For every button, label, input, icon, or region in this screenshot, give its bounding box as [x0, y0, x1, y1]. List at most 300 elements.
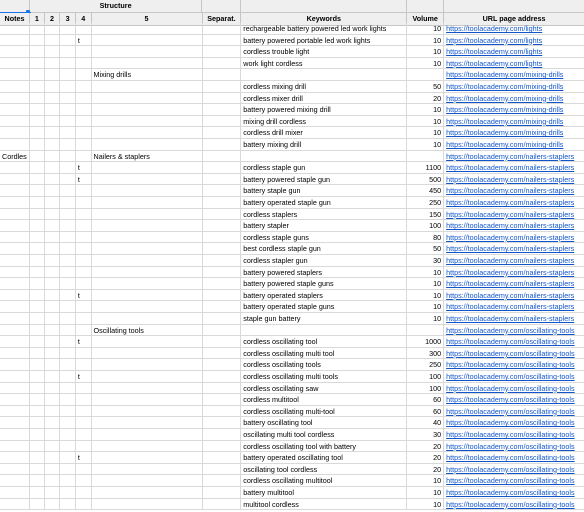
keyword-cell[interactable]: cordless drill mixer [241, 127, 407, 139]
volume-cell[interactable]: 40 [407, 417, 444, 429]
notes-cell[interactable] [0, 220, 30, 232]
separator-cell[interactable] [203, 278, 242, 290]
keyword-cell[interactable]: battery mixing drill [241, 139, 407, 151]
volume-cell[interactable]: 10 [407, 35, 444, 47]
col-header-volume[interactable]: Volume [407, 13, 444, 26]
volume-cell[interactable]: 250 [407, 197, 444, 209]
col5-cell[interactable] [92, 290, 203, 302]
volume-cell[interactable]: 10 [407, 313, 444, 325]
url-link[interactable]: https://toolacademy.com/nailers-staplers [446, 314, 575, 323]
keyword-cell[interactable]: cordless oscillating multi tools [241, 371, 407, 383]
url-link[interactable]: https://toolacademy.com/nailers-staplers [446, 209, 575, 219]
volume-cell[interactable]: 10 [407, 278, 444, 290]
col1-cell[interactable] [30, 475, 45, 487]
col1-cell[interactable] [30, 290, 45, 302]
separator-cell[interactable] [203, 383, 242, 395]
notes-cell[interactable] [0, 127, 30, 139]
col2-cell[interactable] [45, 209, 61, 221]
notes-cell[interactable] [0, 383, 30, 395]
separator-cell[interactable] [203, 174, 242, 186]
col3-cell[interactable] [60, 475, 76, 487]
col3-cell[interactable] [60, 325, 76, 337]
url-cell[interactable] [444, 406, 584, 418]
url-cell[interactable] [444, 23, 584, 35]
col4-cell[interactable] [76, 46, 92, 58]
url-cell[interactable] [444, 116, 584, 128]
url-link[interactable]: https://toolacademy.com/lights [446, 35, 543, 45]
col2-cell[interactable] [45, 301, 61, 313]
url-cell[interactable] [444, 139, 584, 151]
notes-cell[interactable] [0, 464, 30, 476]
col3-cell[interactable] [60, 35, 76, 47]
col4-cell[interactable] [76, 139, 92, 151]
col2-cell[interactable] [45, 452, 61, 464]
volume-cell[interactable]: 10 [407, 116, 444, 128]
col4-cell[interactable] [76, 313, 92, 325]
volume-cell[interactable]: 10 [407, 475, 444, 487]
col5-cell[interactable] [92, 487, 203, 499]
volume-cell[interactable]: 10 [407, 267, 444, 279]
col4-cell[interactable] [76, 278, 92, 290]
keyword-cell[interactable]: battery operated oscillating tool [241, 452, 407, 464]
col4-cell[interactable] [76, 255, 92, 267]
separator-cell[interactable] [203, 394, 242, 406]
keyword-cell[interactable]: cordless staple gun [241, 162, 407, 174]
notes-cell[interactable] [0, 23, 30, 35]
separator-cell[interactable] [203, 464, 242, 476]
col4-cell[interactable] [76, 104, 92, 116]
notes-cell[interactable] [0, 417, 30, 429]
col1-cell[interactable] [30, 336, 45, 348]
col4-cell[interactable] [76, 359, 92, 371]
keyword-cell[interactable]: battery operated staple gun [241, 197, 407, 209]
url-link[interactable]: https://toolacademy.com/nailers-staplers [446, 302, 575, 312]
col3-cell[interactable] [60, 23, 76, 35]
col2-cell[interactable] [45, 46, 61, 58]
separator-cell[interactable] [203, 46, 242, 58]
col2-cell[interactable] [45, 290, 61, 302]
volume-cell[interactable]: 150 [407, 209, 444, 221]
url-cell[interactable] [444, 417, 584, 429]
col5-cell[interactable] [92, 243, 203, 255]
notes-cell[interactable] [0, 406, 30, 418]
col3-cell[interactable] [60, 383, 76, 395]
col5-cell[interactable] [92, 417, 203, 429]
url-cell[interactable] [444, 174, 584, 186]
notes-cell[interactable] [0, 185, 30, 197]
col3-cell[interactable] [60, 151, 76, 163]
url-link[interactable]: https://toolacademy.com/lights [446, 24, 543, 33]
col5-cell[interactable] [92, 58, 203, 70]
col3-cell[interactable] [60, 348, 76, 360]
col1-cell[interactable] [30, 429, 45, 441]
separator-cell[interactable] [203, 162, 242, 174]
url-cell[interactable] [444, 93, 584, 105]
url-link[interactable]: https://toolacademy.com/lights [446, 47, 543, 57]
separator-cell[interactable] [203, 336, 242, 348]
keyword-cell[interactable]: battery stapler [241, 220, 407, 232]
col5-cell[interactable] [92, 185, 203, 197]
separator-cell[interactable] [203, 35, 242, 47]
url-link[interactable]: https://toolacademy.com/oscillating-tools [446, 430, 575, 439]
url-cell[interactable] [444, 69, 584, 81]
url-link[interactable]: https://toolacademy.com/nailers-staplers [446, 244, 575, 254]
col4-cell[interactable] [76, 417, 92, 429]
url-cell[interactable] [444, 58, 584, 70]
url-link[interactable]: https://toolacademy.com/oscillating-tools [446, 488, 575, 497]
col2-cell[interactable] [45, 255, 61, 267]
url-link[interactable]: https://toolacademy.com/lights [446, 58, 543, 68]
volume-cell[interactable]: 100 [407, 371, 444, 383]
col2-cell[interactable] [45, 278, 61, 290]
url-cell[interactable] [444, 278, 584, 290]
url-link[interactable]: https://toolacademy.com/mixing-drills [446, 128, 564, 138]
col4-cell[interactable] [76, 394, 92, 406]
col5-cell[interactable] [92, 278, 203, 290]
col3-cell[interactable] [60, 69, 76, 81]
notes-cell[interactable] [0, 394, 30, 406]
col4-cell[interactable] [76, 220, 92, 232]
col4-cell[interactable] [76, 348, 92, 360]
notes-cell[interactable] [0, 475, 30, 487]
col4-cell[interactable] [76, 243, 92, 255]
col2-cell[interactable] [45, 220, 61, 232]
col4-cell[interactable] [76, 197, 92, 209]
separator-cell[interactable] [203, 267, 242, 279]
volume-cell[interactable]: 20 [407, 452, 444, 464]
col4-cell[interactable] [76, 487, 92, 499]
col1-cell[interactable] [30, 197, 45, 209]
url-link[interactable]: https://toolacademy.com/nailers-staplers [446, 279, 575, 289]
volume-cell[interactable]: 10 [407, 487, 444, 499]
col1-cell[interactable] [30, 371, 45, 383]
col-header-notes[interactable]: Notes [0, 13, 30, 26]
col2-cell[interactable] [45, 69, 61, 81]
col4-cell[interactable] [76, 23, 92, 35]
separator-cell[interactable] [203, 93, 242, 105]
volume-cell[interactable]: 10 [407, 104, 444, 116]
col5-cell[interactable] [92, 35, 203, 47]
url-link[interactable]: https://toolacademy.com/nailers-staplers [446, 221, 575, 231]
col2-cell[interactable] [45, 499, 61, 511]
col3-cell[interactable] [60, 278, 76, 290]
keyword-cell[interactable]: mixing drill cordless [241, 116, 407, 128]
col1-cell[interactable] [30, 174, 45, 186]
volume-cell[interactable]: 500 [407, 174, 444, 186]
volume-cell[interactable]: 30 [407, 429, 444, 441]
col3-cell[interactable] [60, 162, 76, 174]
col1-cell[interactable] [30, 394, 45, 406]
url-link[interactable]: https://toolacademy.com/oscillating-tools [446, 348, 575, 358]
col3-cell[interactable] [60, 232, 76, 244]
url-link[interactable]: https://toolacademy.com/nailers-staplers [446, 163, 575, 173]
volume-cell[interactable]: 50 [407, 81, 444, 93]
notes-cell[interactable] [0, 429, 30, 441]
notes-cell[interactable] [0, 104, 30, 116]
url-link[interactable]: https://toolacademy.com/mixing-drills [446, 140, 564, 149]
col1-cell[interactable] [30, 185, 45, 197]
url-cell[interactable] [444, 464, 584, 476]
col4-cell[interactable] [76, 464, 92, 476]
col5-cell[interactable] [92, 220, 203, 232]
separator-cell[interactable] [203, 325, 242, 337]
col3-cell[interactable] [60, 58, 76, 70]
col5-cell[interactable] [92, 452, 203, 464]
col3-cell[interactable] [60, 464, 76, 476]
keyword-cell[interactable]: oscillating tool cordless [241, 464, 407, 476]
col1-cell[interactable] [30, 383, 45, 395]
col2-cell[interactable] [45, 151, 61, 163]
separator-cell[interactable] [203, 209, 242, 221]
col3-cell[interactable] [60, 429, 76, 441]
col5-cell[interactable] [92, 406, 203, 418]
col4-cell[interactable] [76, 406, 92, 418]
separator-cell[interactable] [203, 151, 242, 163]
separator-cell[interactable] [203, 313, 242, 325]
col1-cell[interactable] [30, 301, 45, 313]
separator-cell[interactable] [203, 406, 242, 418]
col4-cell[interactable] [76, 93, 92, 105]
keyword-cell[interactable]: cordless staple guns [241, 232, 407, 244]
volume-cell[interactable]: 10 [407, 301, 444, 313]
col3-cell[interactable] [60, 301, 76, 313]
url-cell[interactable] [444, 243, 584, 255]
volume-cell[interactable]: 100 [407, 383, 444, 395]
separator-cell[interactable] [203, 58, 242, 70]
col3-cell[interactable] [60, 209, 76, 221]
url-cell[interactable] [444, 46, 584, 58]
col5-cell[interactable] [92, 301, 203, 313]
volume-cell[interactable]: 30 [407, 255, 444, 267]
col2-cell[interactable] [45, 58, 61, 70]
col5-cell[interactable] [92, 464, 203, 476]
col-header-separator[interactable]: Separat. [203, 13, 242, 26]
col5-cell[interactable] [92, 475, 203, 487]
col4-cell[interactable]: t [76, 174, 92, 186]
col1-cell[interactable] [30, 220, 45, 232]
volume-cell[interactable]: 20 [407, 441, 444, 453]
volume-cell[interactable]: 250 [407, 359, 444, 371]
keyword-cell[interactable]: cordless mixing drill [241, 81, 407, 93]
col5-cell[interactable] [92, 93, 203, 105]
url-link[interactable]: https://toolacademy.com/nailers-staplers [446, 174, 575, 184]
keyword-cell[interactable]: work light cordless [241, 58, 407, 70]
url-link[interactable]: https://toolacademy.com/oscillating-tools [446, 406, 575, 416]
col4-cell[interactable] [76, 151, 92, 163]
col5-cell[interactable] [92, 371, 203, 383]
volume-cell[interactable]: 10 [407, 46, 444, 58]
notes-cell[interactable] [0, 174, 30, 186]
col3-cell[interactable] [60, 255, 76, 267]
url-link[interactable]: https://toolacademy.com/nailers-staplers [446, 151, 575, 161]
col2-cell[interactable] [45, 359, 61, 371]
col2-cell[interactable] [45, 104, 61, 116]
structure-group-header[interactable]: Structure [30, 0, 202, 13]
url-link[interactable]: https://toolacademy.com/nailers-staplers [446, 232, 575, 242]
col5-cell[interactable] [92, 383, 203, 395]
notes-cell[interactable] [0, 278, 30, 290]
separator-cell[interactable] [203, 69, 242, 81]
col3-cell[interactable] [60, 116, 76, 128]
url-cell[interactable] [444, 290, 584, 302]
url-cell[interactable] [444, 267, 584, 279]
keyword-cell[interactable]: cordless oscillating tools [241, 359, 407, 371]
volume-cell[interactable]: 10 [407, 58, 444, 70]
notes-cell[interactable] [0, 487, 30, 499]
url-cell[interactable] [444, 475, 584, 487]
col5-cell[interactable] [92, 46, 203, 58]
url-link[interactable]: https://toolacademy.com/oscillating-tools [446, 372, 575, 381]
volume-cell[interactable]: 60 [407, 394, 444, 406]
separator-cell[interactable] [203, 139, 242, 151]
col1-cell[interactable] [30, 464, 45, 476]
col4-cell[interactable] [76, 325, 92, 337]
url-cell[interactable] [444, 104, 584, 116]
col1-cell[interactable] [30, 81, 45, 93]
separator-cell[interactable] [203, 487, 242, 499]
col4-cell[interactable] [76, 185, 92, 197]
separator-cell[interactable] [203, 417, 242, 429]
url-cell[interactable] [444, 487, 584, 499]
col2-cell[interactable] [45, 93, 61, 105]
col3-cell[interactable] [60, 46, 76, 58]
notes-cell[interactable] [0, 58, 30, 70]
keyword-cell[interactable]: cordless oscillating multi-tool [241, 406, 407, 418]
url-link[interactable]: https://toolacademy.com/nailers-staplers [446, 198, 575, 207]
url-cell[interactable] [444, 359, 584, 371]
keyword-cell[interactable] [241, 325, 407, 337]
notes-cell[interactable] [0, 441, 30, 453]
keyword-cell[interactable]: cordless multitool [241, 394, 407, 406]
notes-cell[interactable] [0, 69, 30, 81]
keyword-cell[interactable]: battery operated staple guns [241, 301, 407, 313]
volume-cell[interactable]: 10 [407, 127, 444, 139]
notes-cell[interactable] [0, 232, 30, 244]
keyword-cell[interactable]: battery powered staple gun [241, 174, 407, 186]
col1-cell[interactable] [30, 487, 45, 499]
volume-cell[interactable]: 450 [407, 185, 444, 197]
col4-cell[interactable] [76, 209, 92, 221]
notes-cell[interactable] [0, 313, 30, 325]
col5-cell[interactable] [92, 499, 203, 511]
col1-cell[interactable] [30, 313, 45, 325]
col3-cell[interactable] [60, 93, 76, 105]
col2-cell[interactable] [45, 23, 61, 35]
col2-cell[interactable] [45, 35, 61, 47]
url-link[interactable]: https://toolacademy.com/mixing-drills [446, 70, 564, 80]
url-cell[interactable] [444, 301, 584, 313]
col3-cell[interactable] [60, 243, 76, 255]
notes-cell[interactable]: Cordles [0, 151, 30, 163]
separator-cell[interactable] [203, 429, 242, 441]
col5-cell[interactable] [92, 441, 203, 453]
col5-cell[interactable]: Mixing drills [92, 69, 203, 81]
notes-cell[interactable] [0, 359, 30, 371]
volume-cell[interactable]: 1100 [407, 162, 444, 174]
keyword-cell[interactable]: multitool cordless [241, 499, 407, 511]
url-link[interactable]: https://toolacademy.com/mixing-drills [446, 82, 564, 91]
col3-cell[interactable] [60, 267, 76, 279]
col1-cell[interactable] [30, 325, 45, 337]
url-cell[interactable] [444, 255, 584, 267]
url-link[interactable]: https://toolacademy.com/nailers-staplers [446, 290, 575, 300]
volume-cell[interactable]: 20 [407, 93, 444, 105]
col-header-5[interactable]: 5 [92, 13, 203, 26]
url-cell[interactable] [444, 209, 584, 221]
col2-cell[interactable] [45, 394, 61, 406]
keyword-cell[interactable]: battery powered portable led work lights [241, 35, 407, 47]
col1-cell[interactable] [30, 255, 45, 267]
col4-cell[interactable]: t [76, 336, 92, 348]
keyword-cell[interactable]: cordless staplers [241, 209, 407, 221]
col3-cell[interactable] [60, 499, 76, 511]
col5-cell[interactable]: Nailers & staplers [92, 151, 203, 163]
col3-cell[interactable] [60, 220, 76, 232]
notes-cell[interactable] [0, 93, 30, 105]
col4-cell[interactable]: t [76, 452, 92, 464]
separator-cell[interactable] [203, 243, 242, 255]
separator-cell[interactable] [203, 441, 242, 453]
keyword-cell[interactable]: battery powered staplers [241, 267, 407, 279]
col4-cell[interactable]: t [76, 290, 92, 302]
col5-cell[interactable] [92, 197, 203, 209]
col2-cell[interactable] [45, 127, 61, 139]
url-link[interactable]: https://toolacademy.com/mixing-drills [446, 93, 564, 103]
col5-cell[interactable]: Oscillating tools [92, 325, 203, 337]
url-cell[interactable] [444, 185, 584, 197]
col1-cell[interactable] [30, 359, 45, 371]
url-link[interactable]: https://toolacademy.com/nailers-staplers [446, 186, 575, 196]
notes-cell[interactable] [0, 452, 30, 464]
keyword-cell[interactable]: staple gun battery [241, 313, 407, 325]
url-cell[interactable] [444, 383, 584, 395]
col3-cell[interactable] [60, 290, 76, 302]
col2-cell[interactable] [45, 336, 61, 348]
col1-cell[interactable] [30, 209, 45, 221]
col-header-4[interactable]: 4 [76, 13, 92, 26]
col3-cell[interactable] [60, 359, 76, 371]
url-link[interactable]: https://toolacademy.com/mixing-drills [446, 105, 564, 115]
col1-cell[interactable] [30, 267, 45, 279]
col1-cell[interactable] [30, 104, 45, 116]
keyword-cell[interactable]: battery oscillating tool [241, 417, 407, 429]
col1-cell[interactable] [30, 35, 45, 47]
url-link[interactable]: https://toolacademy.com/nailers-staplers [446, 256, 575, 265]
url-cell[interactable] [444, 348, 584, 360]
keyword-cell[interactable]: cordless stapler gun [241, 255, 407, 267]
url-cell[interactable] [444, 429, 584, 441]
col4-cell[interactable] [76, 81, 92, 93]
url-cell[interactable] [444, 81, 584, 93]
col2-cell[interactable] [45, 267, 61, 279]
col2-cell[interactable] [45, 197, 61, 209]
url-link[interactable]: https://toolacademy.com/oscillating-tools [446, 383, 575, 393]
col2-cell[interactable] [45, 371, 61, 383]
col3-cell[interactable] [60, 441, 76, 453]
col1-cell[interactable] [30, 452, 45, 464]
col1-cell[interactable] [30, 69, 45, 81]
keyword-cell[interactable]: cordless oscillating tool [241, 336, 407, 348]
volume-cell[interactable]: 100 [407, 220, 444, 232]
separator-cell[interactable] [203, 255, 242, 267]
keyword-cell[interactable]: battery staple gun [241, 185, 407, 197]
col5-cell[interactable] [92, 23, 203, 35]
col1-cell[interactable] [30, 58, 45, 70]
col1-cell[interactable] [30, 232, 45, 244]
url-cell[interactable] [444, 452, 584, 464]
keyword-cell[interactable]: battery powered mixing drill [241, 104, 407, 116]
col3-cell[interactable] [60, 371, 76, 383]
